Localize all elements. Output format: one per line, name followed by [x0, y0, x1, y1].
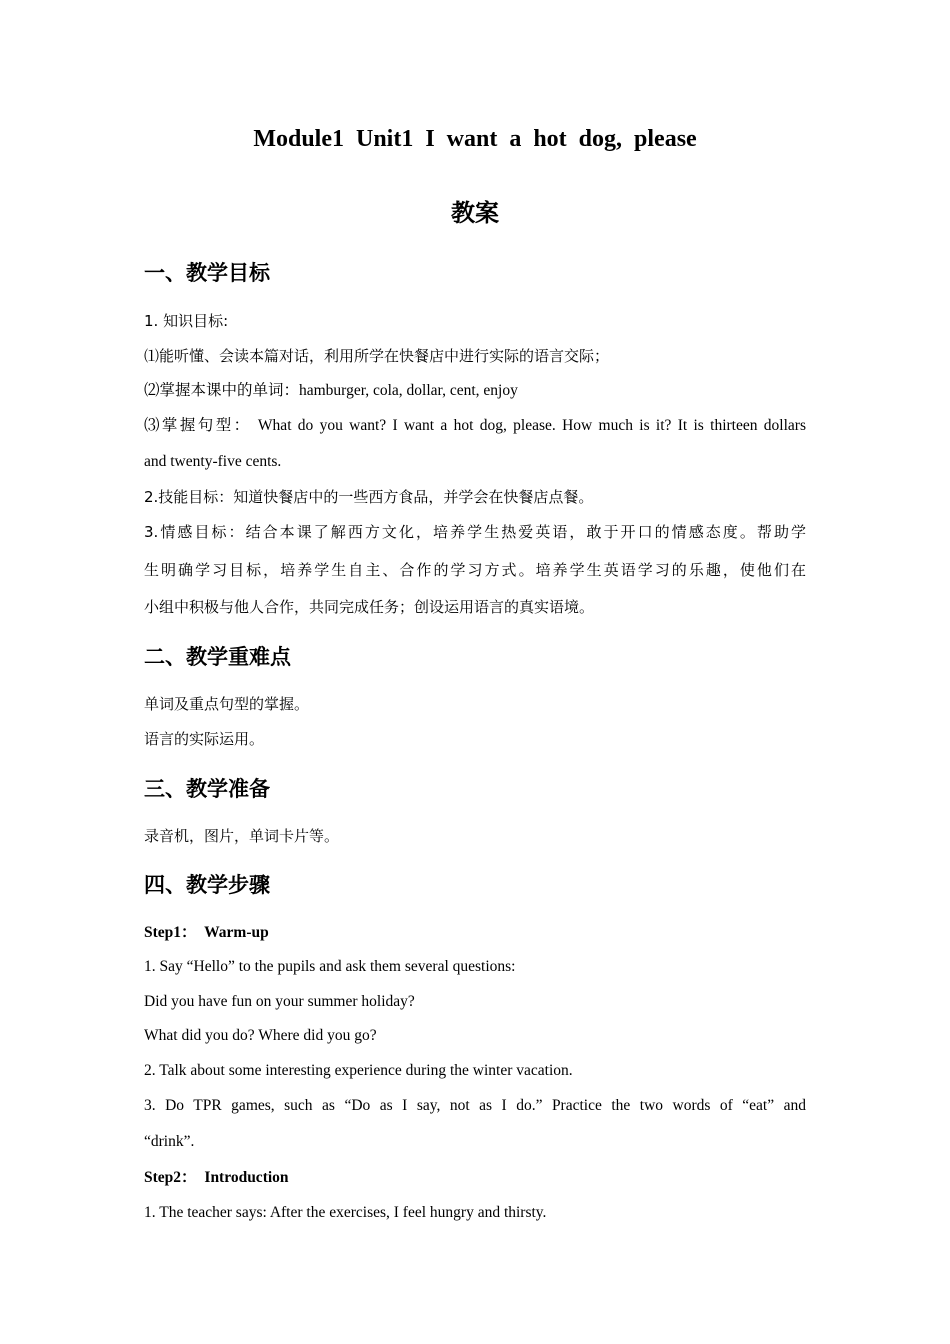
paragraph-line: “drink”. — [144, 1133, 195, 1150]
section-heading-preparation: 三、教学准备 — [144, 777, 270, 801]
paragraph-line: 生明确学习目标，培养学生自主、合作的学习方式。培养学生英语学习的乐趣，使他们在 — [144, 561, 806, 579]
paragraph-line: 语言的实际运用。 — [144, 730, 265, 748]
paragraph-line: 单词及重点句型的掌握。 — [144, 695, 310, 713]
paragraph-line: 1. Say “Hello” to the pupils and ask them several questions: — [144, 958, 516, 975]
paragraph-line: 小组中积极与他人合作，共同完成任务；创设运用语言的真实语境。 — [144, 598, 595, 616]
paragraph-line: 3.情感目标：结合本课了解西方文化，培养学生热爱英语，敢于开口的情感态度。帮助学 — [144, 523, 806, 541]
paragraph-line: 2. Talk about some interesting experience during the winter vacation. — [144, 1062, 573, 1079]
paragraph-line: and twenty-five cents. — [144, 453, 282, 470]
section-heading-key-points: 二、教学重难点 — [144, 645, 291, 669]
paragraph-line: Did you have fun on your summer holiday? — [144, 993, 415, 1010]
paragraph-line: 2.技能目标：知道快餐店中的一些西方食品，并学会在快餐店点餐。 — [144, 488, 594, 506]
paragraph-line: ⑵掌握本课中的单词：hamburger, cola, dollar, cent, enjoy — [144, 382, 518, 399]
step1-heading: Step1： Warm-up — [144, 924, 269, 941]
paragraph-line: ⑴能听懂、会读本篇对话，利用所学在快餐店中进行实际的语言交际； — [144, 347, 610, 365]
paragraph-line: 1. 知识目标: — [144, 312, 229, 330]
paragraph-line: ⑶掌握句型： What do you want? I want a hot dog, please. How much is it? It is thirteen dollars — [144, 417, 806, 434]
paragraph-line: 1. The teacher says: After the exercises, I feel hungry and thirsty. — [144, 1204, 547, 1221]
section-heading-objectives: 一、教学目标 — [144, 261, 270, 285]
paragraph-line: What did you do? Where did you go? — [144, 1027, 377, 1044]
paragraph-line: 3. Do TPR games, such as “Do as I say, not as I do.” Practice the two words of “eat” and — [144, 1097, 806, 1114]
document-subtitle: 教案 — [451, 199, 499, 227]
paragraph-line: 录音机，图片，单词卡片等。 — [144, 827, 340, 845]
document-title: Module1 Unit1 I want a hot dog, please — [253, 126, 697, 152]
section-heading-steps: 四、教学步骤 — [144, 873, 270, 897]
step2-heading: Step2： Introduction — [144, 1169, 289, 1186]
